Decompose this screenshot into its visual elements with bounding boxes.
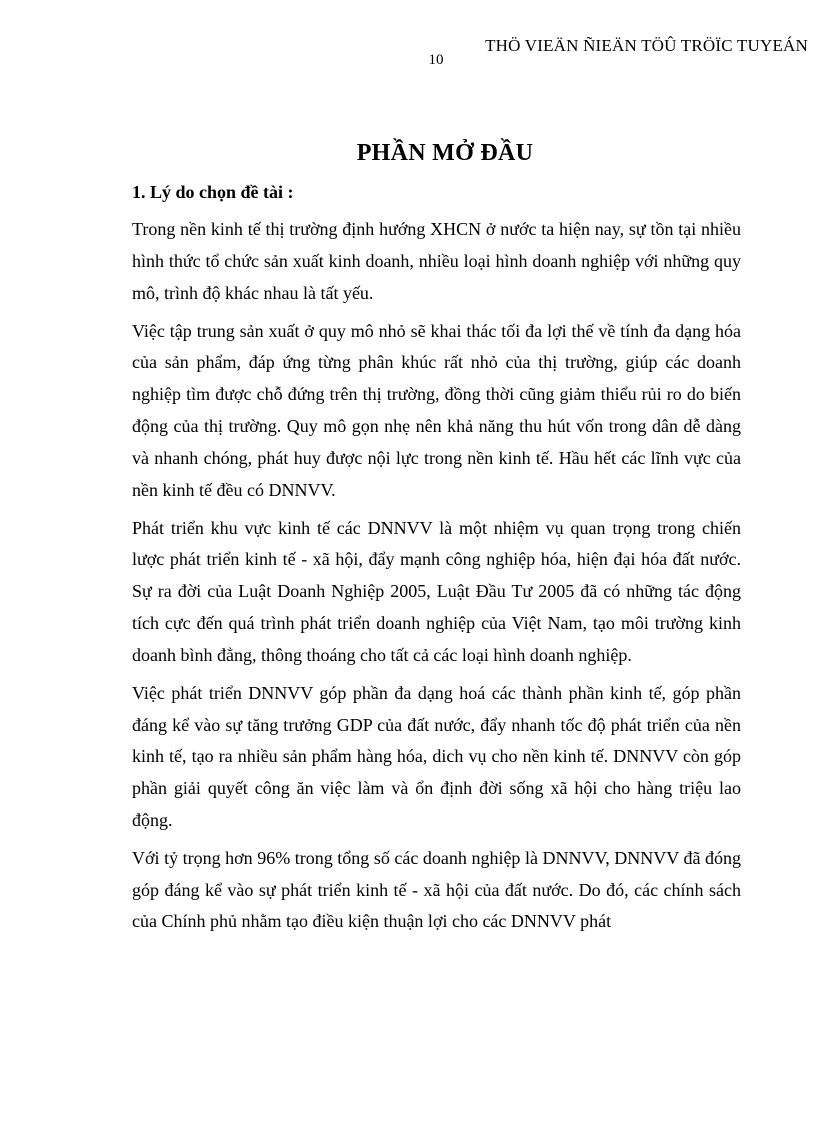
paragraph: Với tỷ trọng hơn 96% trong tổng số các doanh nghiệp là DNNVV, DNNVV đã đóng góp đáng kể vào sự phát triển kinh tế - xã hội của đất nước. Do đó, các chính sách của Chính phủ nhằm tạo điều kiện thuận lợi cho các DNNVV phát (132, 847, 741, 932)
paragraph: Việc tập trung sản xuất ở quy mô nhỏ sẽ khai thác tối đa lợi thế về tính đa dạng hóa của sản phẩm, đáp ứng từng phân khúc rất nhỏ của thị trường, giúp các doanh nghiệp tìm được chỗ đứng trên thị trường, đồng thời cũng giảm thiểu rủi ro do biến động của thị trường. Quy mô gọn nhẹ nên khả năng thu hút vốn trong dân dễ dàng và nhanh chóng, phát huy được nội lực trong nền kinh tế. Hầu hết các lĩnh vực của nền kinh tế đều có DNNVV. (132, 320, 741, 500)
library-watermark: THÖ VIEÄN ÑIEÄN TÖÛ TRÖÏC TUYEÁN (485, 36, 808, 55)
body-text (132, 214, 741, 944)
section-heading: 1. Lý do chọn đề tài : (132, 182, 294, 202)
page-number: 10 (428, 52, 444, 68)
document-title: PHẦN MỞ ĐẦU (356, 140, 534, 166)
paragraph: Việc phát triển DNNVV góp phần đa dạng hoá các thành phần kinh tế, góp phần đáng kể vào sự tăng trưởng GDP của đất nước, đẩy nhanh tốc độ phát triển của nền kinh tế, tạo ra nhiều sản phẩm hàng hóa, dich vụ cho nền kinh tế. DNNVV còn góp phần giải quyết công ăn việc làm và ổn định đời sống xã hội cho hàng triệu lao động. (132, 682, 741, 830)
paragraph: Trong nền kinh tế thị trường định hướng XHCN ở nước ta hiện nay, sự tồn tại nhiều hình thức tổ chức sản xuất kinh doanh, nhiều loại hình doanh nghiệp với những quy mô, trình độ khác nhau là tất yếu. (132, 219, 741, 303)
paragraph: Phát triển khu vực kinh tế các DNNVV là một nhiệm vụ quan trọng trong chiến lược phát triển kinh tế - xã hội, đẩy mạnh công nghiệp hóa, hiện đại hóa đất nước. Sự ra đời của Luật Doanh Nghiệp 2005, Luật Đầu Tư 2005 đã có những tác động tích cực đến quá trình phát triển doanh nghiệp của Việt Nam, tạo môi trường kinh doanh bình đẳng, thông thoáng cho tất cả các loại hình doanh nghiệp. (132, 517, 741, 665)
